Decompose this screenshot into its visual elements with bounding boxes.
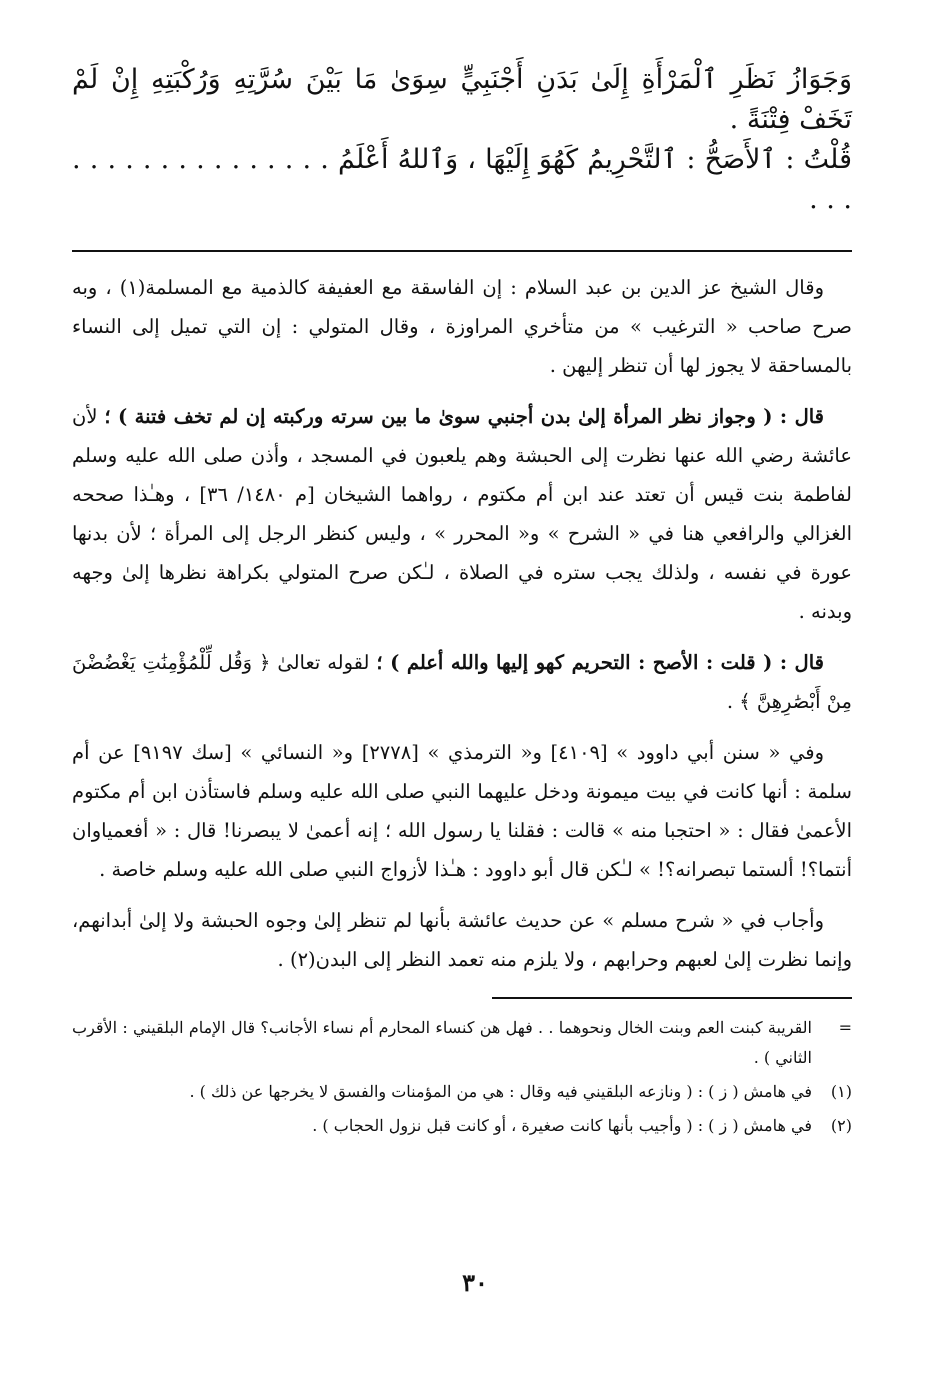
page [72, 60, 852, 1145]
matn-text [72, 60, 852, 220]
commentary-paragraph-4: وفي « سنن أبي داوود » [٤١٠٩] و« الترمذي » [٢٧٧٨] و« النسائي » [سك ٩١٩٧] عن أم سلمة : أنها كانت في بيت ميمونة ودخل عليهما النبي صلى الله عليه وسلم فاستأذن ابن أم مكتوم الأعمىٰ فقال : « احتجبا منه » قالت : فقلنا يا رسول الله ؛ إنه أعمىٰ لا يبصرنا! قال : « أفعمياوان أنتما؟! ألستما تبصرانه؟! » لـٰكن قال أبو داوود : هـٰذا لأزواج النبي صلى الله عليه وسلم خاصة . [72, 741, 852, 881]
matn-line-1: وَجَوَازُ نَظَرِ ٱلْمَرْأَةِ إِلَىٰ بَدَنِ أَجْنَبِيٍّ سِوَىٰ مَا بَيْنَ سُرَّتِهِ وَرُكْبَتِهِ إِنْ لَمْ تَخَفْ فِتْنَةً . [72, 64, 852, 135]
separator-rule [72, 250, 852, 252]
footnote-mark: (١) [830, 1082, 852, 1101]
footnote-mark: = [838, 1018, 852, 1037]
footnote-2 [72, 1111, 852, 1141]
footnote-continued [72, 1013, 852, 1073]
quoted-matn: قال : ( وجواز نظر المرأة إلىٰ بدن أجنبي سوىٰ ما بين سرته وركبته إن لم تخف فتنة ) ؛ [104, 405, 825, 428]
footnote-text: في هامش ( ز ) : ( ونازعه البلقيني فيه وقال : هي من المؤمنات والفسق لا يخرجها عن ذلك ) . [189, 1082, 812, 1101]
footnote-text: في هامش ( ز ) : ( وأجيب بأنها كانت صغيرة ، أو كانت قبل نزول الحجاب ) . [312, 1116, 812, 1135]
page-number: ٣٠ [462, 1268, 488, 1297]
footnote-text: القريبة كبنت العم وبنت الخال ونحوهما . . فهل هن كنساء المحارم أم نساء الأجانب؟ قال الإمام البلقيني : الأقرب الثاني ) . [72, 1018, 812, 1067]
quoted-matn: قال : ( قلت : الأصح : التحريم كهو إليها والله أعلم ) ؛ [376, 651, 824, 674]
matn-line-2: قُلْتُ : ٱلأَصَحُّ : ٱلتَّحْرِيمُ كَهُوَ إِلَيْهَا ، وَٱللهُ أَعْلَمُ . . . . . . . . . . . . . . . . . . [72, 144, 852, 215]
commentary-paragraph-1: وقال الشيخ عز الدين بن عبد السلام : إن الفاسقة مع العفيفة كالذمية مع المسلمة(١) ، وبه صرح صاحب « الترغيب » من متأخري المراوزة ، وقال المتولي : إن التي تميل إلى النساء بالمساحقة لا يجوز لها أن تنظر إليهن . [72, 276, 852, 377]
commentary-paragraph-3: قال : ( قلت : الأصح : التحريم كهو إليها والله أعلم ) ؛ لقوله تعالىٰ ﴿ وَقُل لِّلْمُؤْمِنَٰتِ يَغْضُضْنَ مِنْ أَبْصَٰرِهِنَّ ﴾ . [72, 651, 852, 713]
commentary-paragraph-5: وأجاب في « شرح مسلم » عن حديث عائشة بأنها لم تنظر إلىٰ وجوه الحبشة ولا إلىٰ أبدانهم، وإنما نظرت إلىٰ لعبهم وحرابهم ، ولا يلزم منه تعمد النظر إلى البدن(٢) . [72, 909, 852, 971]
footnote-mark: (٢) [830, 1116, 852, 1135]
footnotes [72, 1013, 852, 1141]
commentary-paragraph-2: قال : ( وجواز نظر المرأة إلىٰ بدن أجنبي سوىٰ ما بين سرته وركبته إن لم تخف فتنة ) ؛ لأن عائشة رضي الله عنها نظرت إلى الحبشة وهم يلعبون في المسجد ، وأذن صلى الله عليه وسلم لفاطمة بنت قيس أن تعتد عند ابن أم مكتوم ، رواهما الشيخان [م ١٤٨٠/ ٣٦] ، وهـٰذا صححه الغزالي والرافعي هنا في « الشرح » و« المحرر » ، وليس كنظر الرجل إلى المرأة ؛ لأن بدنها عورة في نفسه ، ولذلك يجب ستره في الصلاة ، لـٰكن صرح المتولي بكراهة نظرها إلىٰ وجهه وبدنه . [72, 405, 852, 623]
footnote-rule [492, 997, 852, 999]
footnote-1 [72, 1077, 852, 1107]
